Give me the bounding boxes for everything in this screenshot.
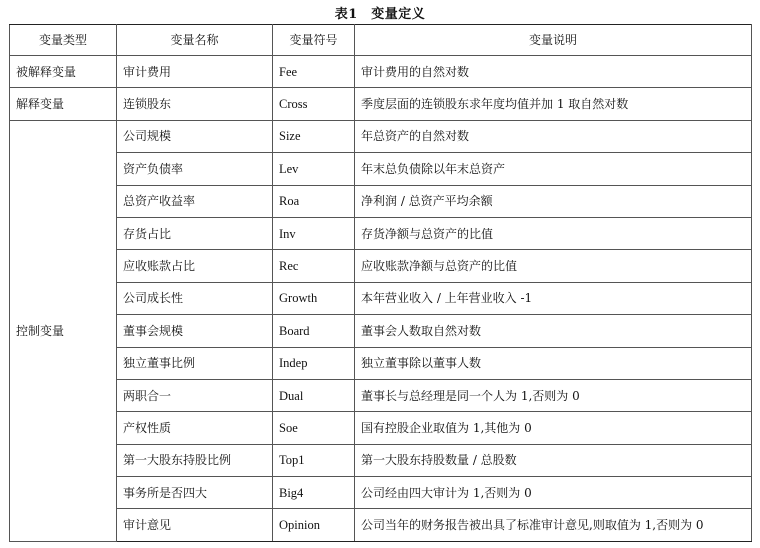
variable-symbol-cell: Dual: [273, 379, 355, 411]
variable-definition-table: [9, 24, 752, 542]
variable-description-cell: 存货净额与总资产的比值: [355, 217, 752, 249]
variable-name-cell: 产权性质: [117, 412, 273, 444]
table-row: [10, 509, 752, 541]
variable-type-cell: 被解释变量: [10, 56, 117, 88]
table-row: [10, 412, 752, 444]
variable-symbol-cell: Cross: [273, 88, 355, 120]
table-row: [10, 315, 752, 347]
variable-name-cell: 资产负债率: [117, 153, 273, 185]
variable-name-cell: 应收账款占比: [117, 250, 273, 282]
variable-symbol-cell: Board: [273, 315, 355, 347]
variable-description-cell: 净利润 / 总资产平均余额: [355, 185, 752, 217]
variable-name-cell: 审计意见: [117, 509, 273, 541]
variable-name-cell: 存货占比: [117, 217, 273, 249]
variable-name-cell: 连锁股东: [117, 88, 273, 120]
table-row: [10, 217, 752, 249]
header-variable-type: 变量类型: [10, 25, 117, 56]
variable-name-cell: 事务所是否四大: [117, 477, 273, 509]
variable-name-cell: 第一大股东持股比例: [117, 444, 273, 476]
table-row: [10, 120, 752, 152]
variable-symbol-cell: Soe: [273, 412, 355, 444]
table-row: [10, 250, 752, 282]
variable-symbol-cell: Size: [273, 120, 355, 152]
table-row: [10, 88, 752, 120]
variable-name-cell: 独立董事比例: [117, 347, 273, 379]
variable-name-cell: 总资产收益率: [117, 185, 273, 217]
table-caption: 表1 变量定义: [334, 7, 426, 22]
variable-symbol-cell: Lev: [273, 153, 355, 185]
variable-symbol-cell: Inv: [273, 217, 355, 249]
variable-symbol-cell: Growth: [273, 282, 355, 314]
variable-description-cell: 董事会人数取自然对数: [355, 315, 752, 347]
variable-symbol-cell: Top1: [273, 444, 355, 476]
table-row: [10, 282, 752, 314]
table-row: [10, 185, 752, 217]
variable-description-cell: 应收账款净额与总资产的比值: [355, 250, 752, 282]
table-row: [10, 477, 752, 509]
variable-description-cell: 季度层面的连锁股东求年度均值并加 1 取自然对数: [355, 88, 752, 120]
header-variable-description: 变量说明: [355, 25, 752, 56]
variable-type-cell: 解释变量: [10, 88, 117, 120]
variable-name-cell: 两职合一: [117, 379, 273, 411]
variable-symbol-cell: Opinion: [273, 509, 355, 541]
variable-description-cell: 本年营业收入 / 上年营业收入 -1: [355, 282, 752, 314]
header-variable-name: 变量名称: [117, 25, 273, 56]
variable-symbol-cell: Rec: [273, 250, 355, 282]
table-row: [10, 153, 752, 185]
variable-description-cell: 年末总负债除以年末总资产: [355, 153, 752, 185]
table-row: [10, 379, 752, 411]
variable-name-cell: 董事会规模: [117, 315, 273, 347]
variable-description-cell: 公司经由四大审计为 1,否则为 0: [355, 477, 752, 509]
header-row: [10, 25, 752, 56]
variable-name-cell: 审计费用: [117, 56, 273, 88]
header-variable-symbol: 变量符号: [273, 25, 355, 56]
variable-name-cell: 公司规模: [117, 120, 273, 152]
table-row: [10, 347, 752, 379]
control-variables-group-cell: 控制变量: [10, 120, 117, 541]
variable-symbol-cell: Roa: [273, 185, 355, 217]
table-row: [10, 56, 752, 88]
variable-description-cell: 公司当年的财务报告被出具了标准审计意见,则取值为 1,否则为 0: [355, 509, 752, 541]
variable-symbol-cell: Big4: [273, 477, 355, 509]
variable-symbol-cell: Fee: [273, 56, 355, 88]
variable-description-cell: 独立董事除以董事人数: [355, 347, 752, 379]
variable-name-cell: 公司成长性: [117, 282, 273, 314]
table-row: [10, 444, 752, 476]
variable-symbol-cell: Indep: [273, 347, 355, 379]
variable-description-cell: 第一大股东持股数量 / 总股数: [355, 444, 752, 476]
variable-description-cell: 年总资产的自然对数: [355, 120, 752, 152]
variable-description-cell: 国有控股企业取值为 1,其他为 0: [355, 412, 752, 444]
variable-description-cell: 审计费用的自然对数: [355, 56, 752, 88]
variable-description-cell: 董事长与总经理是同一个人为 1,否则为 0: [355, 379, 752, 411]
